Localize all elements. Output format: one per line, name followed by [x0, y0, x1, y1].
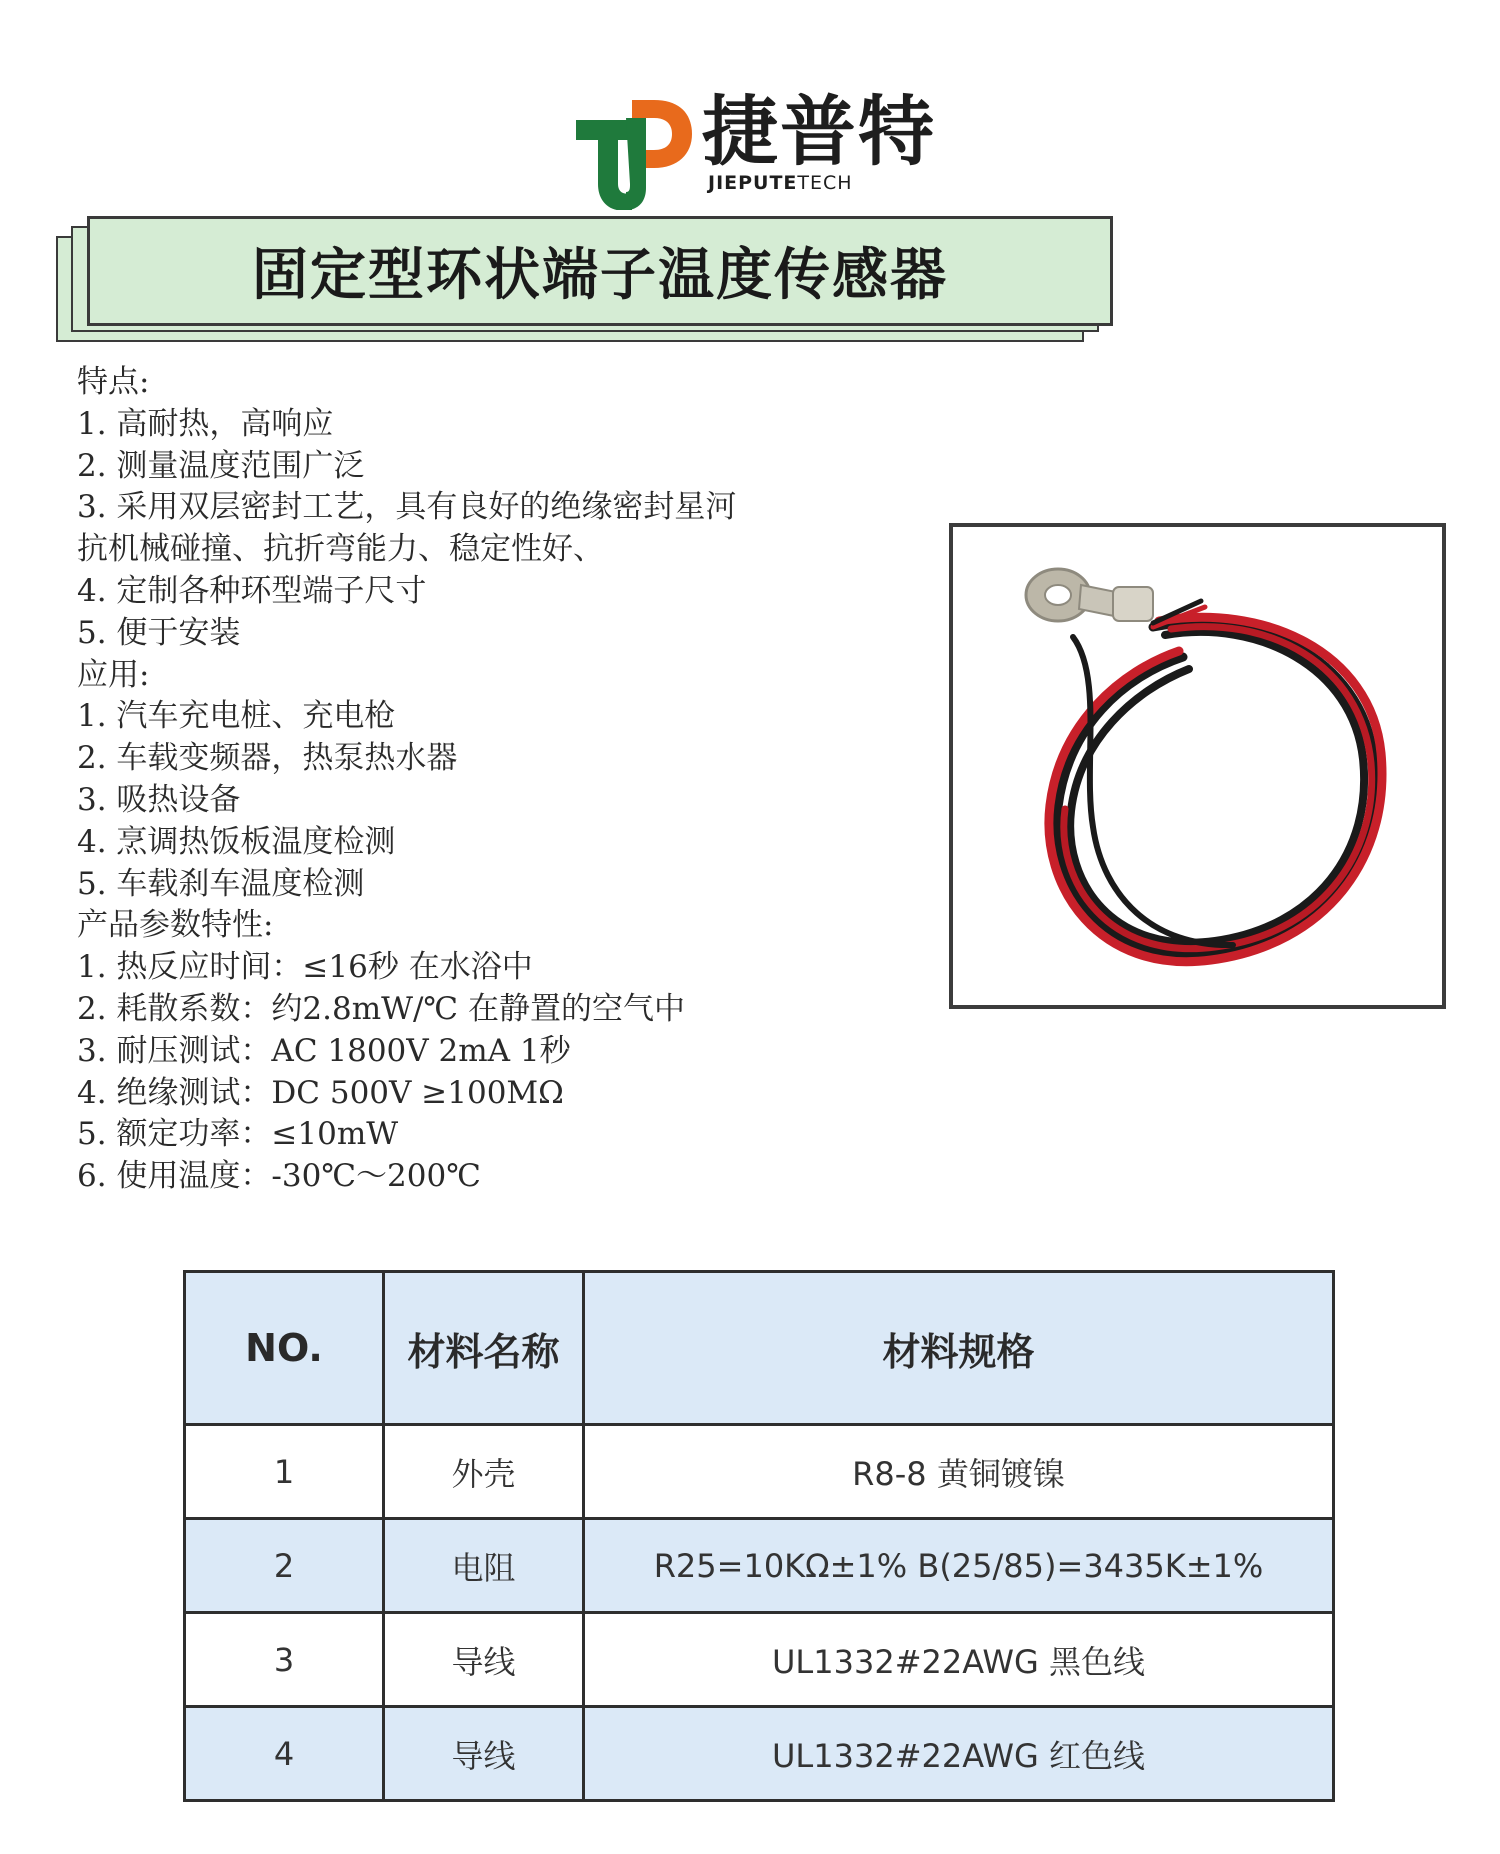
cell-name: 电阻	[384, 1519, 584, 1613]
parameter-line: 1. 热反应时间：≤16秒 在水浴中	[77, 949, 533, 986]
parameter-line: 4. 绝缘测试：DC 500V ≥100MΩ	[77, 1074, 564, 1111]
table-header-row	[185, 1272, 1334, 1425]
application-line: 2. 车载变频器，热泵热水器	[77, 740, 458, 777]
header-material-name: 材料名称	[384, 1272, 584, 1425]
cell-name: 导线	[384, 1613, 584, 1707]
page-title: 固定型环状端子温度传感器	[252, 242, 948, 308]
application-heading: 应用:	[77, 656, 150, 693]
application-line: 3. 吸热设备	[77, 781, 241, 818]
parameter-line: 6. 使用温度：-30℃～200℃	[77, 1158, 481, 1195]
application-line: 1. 汽车充电桩、充电枪	[77, 698, 396, 735]
brand-tagline	[708, 172, 853, 194]
brand-sub-bold: JIEPUTE	[708, 172, 798, 194]
feature-line: 1. 高耐热，高响应	[77, 405, 334, 442]
feature-line: 4. 定制各种环型端子尺寸	[77, 572, 427, 609]
material-table	[183, 1270, 1335, 1802]
brand-logo	[574, 87, 954, 212]
cell-spec: R25=10KΩ±1% B(25/85)=3435K±1%	[584, 1519, 1334, 1613]
parameter-line: 5. 额定功率：≤10mW	[77, 1116, 399, 1153]
feature-line: 抗机械碰撞、抗折弯能力、稳定性好、	[77, 531, 604, 568]
application-line: 5. 车载刹车温度检测	[77, 865, 365, 902]
feature-line: 特点:	[77, 364, 150, 400]
table-row	[185, 1519, 1334, 1613]
cell-no: 2	[185, 1519, 384, 1613]
header-material-spec: 材料规格	[584, 1272, 1334, 1425]
brand-sub-light: TECH	[797, 172, 853, 194]
cell-spec: R8-8 黄铜镀镍	[584, 1425, 1334, 1519]
application-line: 4. 烹调热饭板温度检测	[77, 823, 396, 860]
feature-line: 5. 便于安装	[77, 614, 241, 651]
parameter-line: 2. 耗散系数：约2.8mW/℃ 在静置的空气中	[77, 990, 685, 1027]
header-no: NO.	[185, 1272, 384, 1425]
parameter-line: 3. 耐压测试：AC 1800V 2mA 1秒	[77, 1032, 571, 1069]
cell-name: 外壳	[384, 1425, 584, 1519]
cell-no: 4	[185, 1707, 384, 1801]
table-row	[185, 1425, 1334, 1519]
table-row	[185, 1707, 1334, 1801]
cell-spec: UL1332#22AWG 黑色线	[584, 1613, 1334, 1707]
feature-list	[77, 362, 917, 1198]
cell-no: 3	[185, 1613, 384, 1707]
table-row	[185, 1613, 1334, 1707]
cell-no: 1	[185, 1425, 384, 1519]
feature-line: 3. 采用双层密封工艺，具有良好的绝缘密封星河	[77, 489, 737, 526]
product-photo	[949, 523, 1446, 1009]
ring-terminal-sensor-icon	[953, 527, 1442, 1005]
cell-name: 导线	[384, 1707, 584, 1801]
feature-line: 2. 测量温度范围广泛	[77, 447, 365, 484]
jp-logo-icon	[574, 92, 694, 210]
cell-spec: UL1332#22AWG 红色线	[584, 1707, 1334, 1801]
brand-name: 捷普特	[702, 87, 936, 176]
parameter-heading: 产品参数特性:	[77, 907, 274, 944]
